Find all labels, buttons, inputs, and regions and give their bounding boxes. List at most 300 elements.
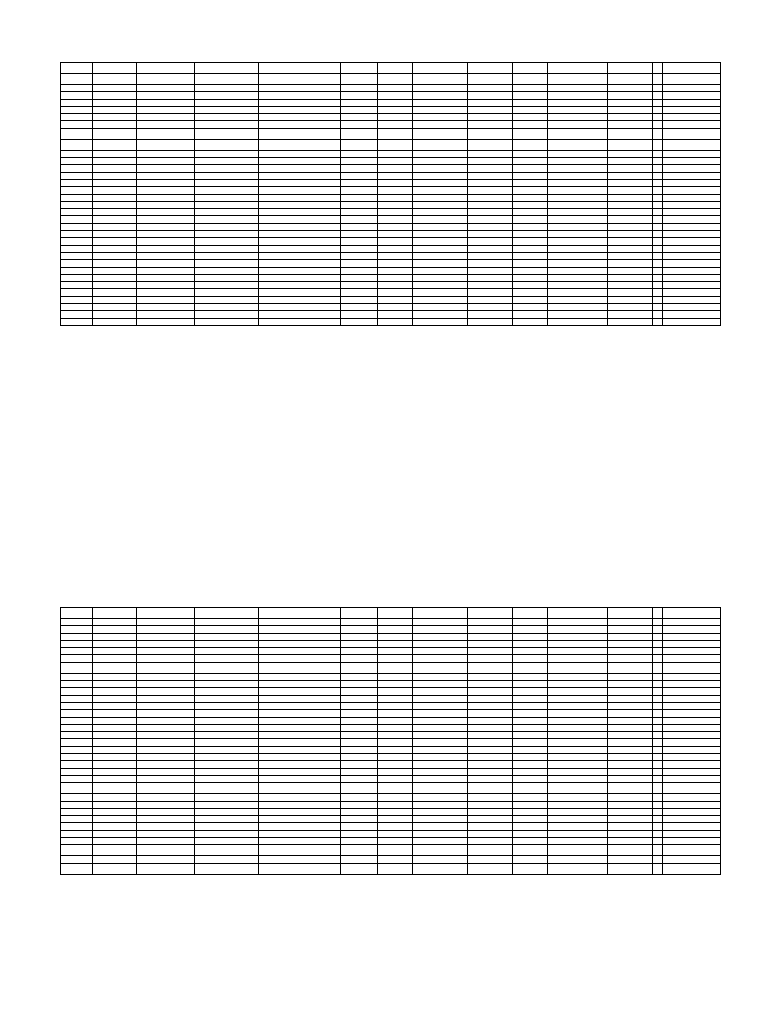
table-cell bbox=[663, 724, 721, 731]
table-cell bbox=[341, 823, 378, 830]
table-cell bbox=[259, 830, 341, 837]
table-cell bbox=[137, 655, 195, 662]
table-cell bbox=[61, 619, 93, 626]
table-cell bbox=[195, 732, 259, 739]
table-cell bbox=[513, 128, 548, 139]
table-cell bbox=[259, 608, 341, 619]
table-cell bbox=[663, 172, 721, 179]
table-cell bbox=[93, 209, 137, 216]
table-cell bbox=[341, 150, 378, 157]
table-cell bbox=[548, 296, 608, 303]
table-cell bbox=[195, 863, 259, 874]
table-cell bbox=[513, 282, 548, 289]
table-cell bbox=[195, 830, 259, 837]
table-cell bbox=[513, 267, 548, 274]
table-cell bbox=[413, 274, 468, 281]
table-cell bbox=[653, 838, 663, 845]
table-row bbox=[61, 63, 721, 74]
table-cell bbox=[548, 92, 608, 99]
table-cell bbox=[259, 648, 341, 655]
table-cell bbox=[93, 724, 137, 731]
table-cell bbox=[513, 619, 548, 626]
table-cell bbox=[653, 724, 663, 731]
table-cell bbox=[513, 724, 548, 731]
table-cell bbox=[513, 304, 548, 311]
table-cell bbox=[548, 681, 608, 688]
table-cell bbox=[663, 252, 721, 259]
table-cell bbox=[341, 794, 378, 801]
table-cell bbox=[93, 121, 137, 128]
table-cell bbox=[653, 150, 663, 157]
table-cell bbox=[548, 267, 608, 274]
table-cell bbox=[468, 794, 513, 801]
table-cell bbox=[513, 608, 548, 619]
table-cell bbox=[341, 304, 378, 311]
table-cell bbox=[259, 856, 341, 863]
table-cell bbox=[653, 201, 663, 208]
table-cell bbox=[468, 99, 513, 106]
table-cell bbox=[513, 106, 548, 113]
table-cell bbox=[341, 172, 378, 179]
table-cell bbox=[378, 274, 413, 281]
table-cell bbox=[61, 768, 93, 775]
table-cell bbox=[93, 662, 137, 673]
table-cell bbox=[413, 92, 468, 99]
table-row bbox=[61, 724, 721, 731]
table-cell bbox=[93, 732, 137, 739]
table-cell bbox=[548, 768, 608, 775]
table-cell bbox=[378, 640, 413, 647]
table-cell bbox=[93, 128, 137, 139]
table-cell bbox=[61, 655, 93, 662]
table-cell bbox=[468, 695, 513, 702]
table-cell bbox=[341, 289, 378, 296]
table-cell bbox=[259, 801, 341, 808]
table-cell bbox=[93, 296, 137, 303]
table-cell bbox=[513, 655, 548, 662]
table-cell bbox=[413, 150, 468, 157]
table-cell bbox=[513, 274, 548, 281]
table-row bbox=[61, 775, 721, 782]
table-cell bbox=[513, 85, 548, 92]
table-cell bbox=[137, 92, 195, 99]
table-cell bbox=[608, 231, 653, 238]
table-cell bbox=[61, 63, 93, 74]
table-cell bbox=[653, 633, 663, 640]
table-cell bbox=[341, 673, 378, 680]
table-cell bbox=[378, 92, 413, 99]
table-cell bbox=[93, 648, 137, 655]
table-cell bbox=[93, 673, 137, 680]
table-cell bbox=[341, 296, 378, 303]
table-cell bbox=[548, 260, 608, 267]
table-cell bbox=[513, 775, 548, 782]
table-cell bbox=[259, 732, 341, 739]
table-cell bbox=[137, 296, 195, 303]
table-cell bbox=[378, 267, 413, 274]
table-cell bbox=[413, 739, 468, 746]
table-cell bbox=[137, 165, 195, 172]
table-cell bbox=[663, 194, 721, 201]
table-cell bbox=[548, 99, 608, 106]
table-cell bbox=[413, 662, 468, 673]
table-cell bbox=[137, 845, 195, 856]
table-cell bbox=[61, 216, 93, 223]
table-cell bbox=[195, 194, 259, 201]
table-cell bbox=[93, 794, 137, 801]
table-cell bbox=[378, 99, 413, 106]
table-cell bbox=[378, 724, 413, 731]
table-cell bbox=[548, 655, 608, 662]
table-row bbox=[61, 223, 721, 230]
table-cell bbox=[61, 673, 93, 680]
table-cell bbox=[61, 838, 93, 845]
table-cell bbox=[413, 238, 468, 245]
table-cell bbox=[259, 296, 341, 303]
table-cell bbox=[608, 662, 653, 673]
table-cell bbox=[608, 754, 653, 761]
table-cell bbox=[468, 619, 513, 626]
table-cell bbox=[653, 304, 663, 311]
table-cell bbox=[259, 775, 341, 782]
table-cell bbox=[195, 318, 259, 325]
table-cell bbox=[468, 139, 513, 150]
table-cell bbox=[653, 655, 663, 662]
table-cell bbox=[137, 768, 195, 775]
table-cell bbox=[137, 746, 195, 753]
table-cell bbox=[468, 768, 513, 775]
table-cell bbox=[341, 732, 378, 739]
table-cell bbox=[608, 702, 653, 709]
table-cell bbox=[259, 761, 341, 768]
table-cell bbox=[608, 139, 653, 150]
table-cell bbox=[468, 267, 513, 274]
table-cell bbox=[259, 662, 341, 673]
table-cell bbox=[608, 245, 653, 252]
table-cell bbox=[341, 626, 378, 633]
table-cell bbox=[61, 640, 93, 647]
table-cell bbox=[548, 274, 608, 281]
table-cell bbox=[653, 681, 663, 688]
table-cell bbox=[468, 158, 513, 165]
table-cell bbox=[137, 633, 195, 640]
table-cell bbox=[93, 838, 137, 845]
table-cell bbox=[195, 695, 259, 702]
table-cell bbox=[608, 783, 653, 794]
table-row bbox=[61, 150, 721, 157]
table-cell bbox=[341, 223, 378, 230]
table-cell bbox=[61, 695, 93, 702]
table-row bbox=[61, 619, 721, 626]
table-cell bbox=[378, 710, 413, 717]
table-cell bbox=[468, 801, 513, 808]
table-cell bbox=[195, 106, 259, 113]
table-cell bbox=[548, 179, 608, 186]
table-cell bbox=[653, 158, 663, 165]
table-cell bbox=[195, 702, 259, 709]
table-cell bbox=[663, 681, 721, 688]
table-cell bbox=[663, 296, 721, 303]
table-cell bbox=[468, 318, 513, 325]
table-cell bbox=[61, 99, 93, 106]
table-cell bbox=[61, 209, 93, 216]
table-cell bbox=[93, 688, 137, 695]
table-cell bbox=[259, 808, 341, 815]
table-cell bbox=[663, 640, 721, 647]
table-cell bbox=[341, 724, 378, 731]
table-cell bbox=[548, 702, 608, 709]
table-cell bbox=[341, 92, 378, 99]
table-cell bbox=[93, 172, 137, 179]
table-cell bbox=[259, 223, 341, 230]
table-cell bbox=[378, 114, 413, 121]
table-cell bbox=[341, 179, 378, 186]
table-cell bbox=[413, 74, 468, 85]
table-cell bbox=[663, 746, 721, 753]
table-row bbox=[61, 165, 721, 172]
table-row bbox=[61, 845, 721, 856]
table-cell bbox=[663, 106, 721, 113]
table-cell bbox=[513, 801, 548, 808]
table-cell bbox=[61, 92, 93, 99]
table-cell bbox=[548, 640, 608, 647]
table-cell bbox=[513, 238, 548, 245]
table-cell bbox=[653, 194, 663, 201]
table-cell bbox=[548, 816, 608, 823]
table-cell bbox=[413, 783, 468, 794]
table-cell bbox=[413, 216, 468, 223]
table-cell bbox=[663, 92, 721, 99]
table-cell bbox=[378, 673, 413, 680]
table-cell bbox=[608, 673, 653, 680]
table-cell bbox=[61, 201, 93, 208]
table-cell bbox=[195, 739, 259, 746]
table-cell bbox=[413, 252, 468, 259]
table-cell bbox=[413, 673, 468, 680]
table-cell bbox=[341, 655, 378, 662]
table-cell bbox=[61, 648, 93, 655]
table-cell bbox=[341, 801, 378, 808]
table-cell bbox=[137, 724, 195, 731]
table-cell bbox=[663, 794, 721, 801]
table-cell bbox=[378, 150, 413, 157]
table-cell bbox=[548, 856, 608, 863]
table-cell bbox=[548, 823, 608, 830]
table-cell bbox=[93, 695, 137, 702]
table-cell bbox=[413, 794, 468, 801]
table-cell bbox=[195, 710, 259, 717]
table-cell bbox=[93, 304, 137, 311]
table-cell bbox=[653, 267, 663, 274]
table-cell bbox=[341, 274, 378, 281]
table-cell bbox=[548, 74, 608, 85]
table-row bbox=[61, 282, 721, 289]
table-cell bbox=[413, 688, 468, 695]
table-cell bbox=[663, 179, 721, 186]
table-cell bbox=[378, 838, 413, 845]
table-cell bbox=[513, 260, 548, 267]
table-cell bbox=[663, 608, 721, 619]
table-cell bbox=[61, 783, 93, 794]
table-cell bbox=[137, 823, 195, 830]
table-cell bbox=[93, 106, 137, 113]
table-cell bbox=[653, 311, 663, 318]
table-cell bbox=[468, 845, 513, 856]
table-cell bbox=[513, 209, 548, 216]
table-cell bbox=[195, 801, 259, 808]
table-cell bbox=[137, 114, 195, 121]
table-cell bbox=[378, 775, 413, 782]
table-cell bbox=[61, 801, 93, 808]
table-cell bbox=[195, 633, 259, 640]
table-row bbox=[61, 296, 721, 303]
table-cell bbox=[137, 106, 195, 113]
table-cell bbox=[548, 845, 608, 856]
table-cell bbox=[468, 608, 513, 619]
table-cell bbox=[61, 830, 93, 837]
table-cell bbox=[548, 633, 608, 640]
table-cell bbox=[341, 63, 378, 74]
table-cell bbox=[259, 260, 341, 267]
table-cell bbox=[341, 231, 378, 238]
table-cell bbox=[413, 187, 468, 194]
table-cell bbox=[468, 838, 513, 845]
table-row bbox=[61, 768, 721, 775]
table-cell bbox=[93, 165, 137, 172]
table-cell bbox=[378, 238, 413, 245]
table-cell bbox=[93, 318, 137, 325]
table-cell bbox=[513, 626, 548, 633]
table-cell bbox=[378, 63, 413, 74]
table-cell bbox=[413, 201, 468, 208]
table-cell bbox=[513, 223, 548, 230]
table-cell bbox=[653, 92, 663, 99]
table-cell bbox=[548, 746, 608, 753]
table-cell bbox=[259, 724, 341, 731]
table-cell bbox=[513, 816, 548, 823]
table-cell bbox=[61, 121, 93, 128]
table-cell bbox=[61, 223, 93, 230]
table-cell bbox=[413, 121, 468, 128]
table-cell bbox=[195, 216, 259, 223]
table-cell bbox=[341, 252, 378, 259]
table-cell bbox=[378, 252, 413, 259]
table-cell bbox=[468, 209, 513, 216]
table-cell bbox=[195, 673, 259, 680]
table-cell bbox=[378, 739, 413, 746]
table-cell bbox=[513, 179, 548, 186]
table-cell bbox=[137, 626, 195, 633]
table-cell bbox=[608, 681, 653, 688]
table-cell bbox=[663, 648, 721, 655]
table-cell bbox=[378, 648, 413, 655]
table-cell bbox=[93, 260, 137, 267]
table-cell bbox=[61, 139, 93, 150]
table-cell bbox=[663, 99, 721, 106]
table-cell bbox=[341, 74, 378, 85]
table-cell bbox=[378, 209, 413, 216]
table-cell bbox=[137, 74, 195, 85]
table-row bbox=[61, 673, 721, 680]
table-cell bbox=[259, 245, 341, 252]
table-row bbox=[61, 187, 721, 194]
table-cell bbox=[259, 739, 341, 746]
table-cell bbox=[93, 201, 137, 208]
table-cell bbox=[93, 746, 137, 753]
table-cell bbox=[378, 794, 413, 801]
table-cell bbox=[93, 768, 137, 775]
table-cell bbox=[413, 260, 468, 267]
table-cell bbox=[378, 816, 413, 823]
table-cell bbox=[413, 282, 468, 289]
table-cell bbox=[468, 114, 513, 121]
table-cell bbox=[608, 238, 653, 245]
table-row bbox=[61, 216, 721, 223]
table-row bbox=[61, 746, 721, 753]
table-cell bbox=[513, 783, 548, 794]
table-row bbox=[61, 608, 721, 619]
table-cell bbox=[259, 194, 341, 201]
table-row bbox=[61, 318, 721, 325]
table-cell bbox=[413, 231, 468, 238]
table-cell bbox=[93, 633, 137, 640]
table-cell bbox=[195, 179, 259, 186]
table-cell bbox=[378, 289, 413, 296]
table-cell bbox=[663, 274, 721, 281]
table-row bbox=[61, 99, 721, 106]
table-cell bbox=[259, 74, 341, 85]
table-cell bbox=[137, 717, 195, 724]
table-cell bbox=[195, 688, 259, 695]
table-cell bbox=[653, 172, 663, 179]
table-cell bbox=[413, 114, 468, 121]
table-cell bbox=[137, 710, 195, 717]
table-cell bbox=[378, 830, 413, 837]
table-row bbox=[61, 114, 721, 121]
table-row bbox=[61, 85, 721, 92]
table-row bbox=[61, 863, 721, 874]
table-cell bbox=[341, 856, 378, 863]
table-cell bbox=[653, 165, 663, 172]
table-cell bbox=[608, 775, 653, 782]
table-cell bbox=[137, 732, 195, 739]
table-row bbox=[61, 702, 721, 709]
table-cell bbox=[378, 746, 413, 753]
table-cell bbox=[653, 746, 663, 753]
table-cell bbox=[378, 754, 413, 761]
table-cell bbox=[378, 856, 413, 863]
table-cell bbox=[61, 282, 93, 289]
table-cell bbox=[513, 739, 548, 746]
table-cell bbox=[93, 223, 137, 230]
table-row bbox=[61, 688, 721, 695]
table-cell bbox=[137, 289, 195, 296]
table-row bbox=[61, 121, 721, 128]
table-cell bbox=[259, 783, 341, 794]
table-cell bbox=[137, 245, 195, 252]
table-cell bbox=[513, 681, 548, 688]
table-cell bbox=[468, 106, 513, 113]
table-row bbox=[61, 209, 721, 216]
table-cell bbox=[93, 801, 137, 808]
table-cell bbox=[61, 158, 93, 165]
table-cell bbox=[259, 702, 341, 709]
table-cell bbox=[413, 816, 468, 823]
table-cell bbox=[341, 238, 378, 245]
table-cell bbox=[413, 633, 468, 640]
table-cell bbox=[61, 318, 93, 325]
table-cell bbox=[341, 85, 378, 92]
